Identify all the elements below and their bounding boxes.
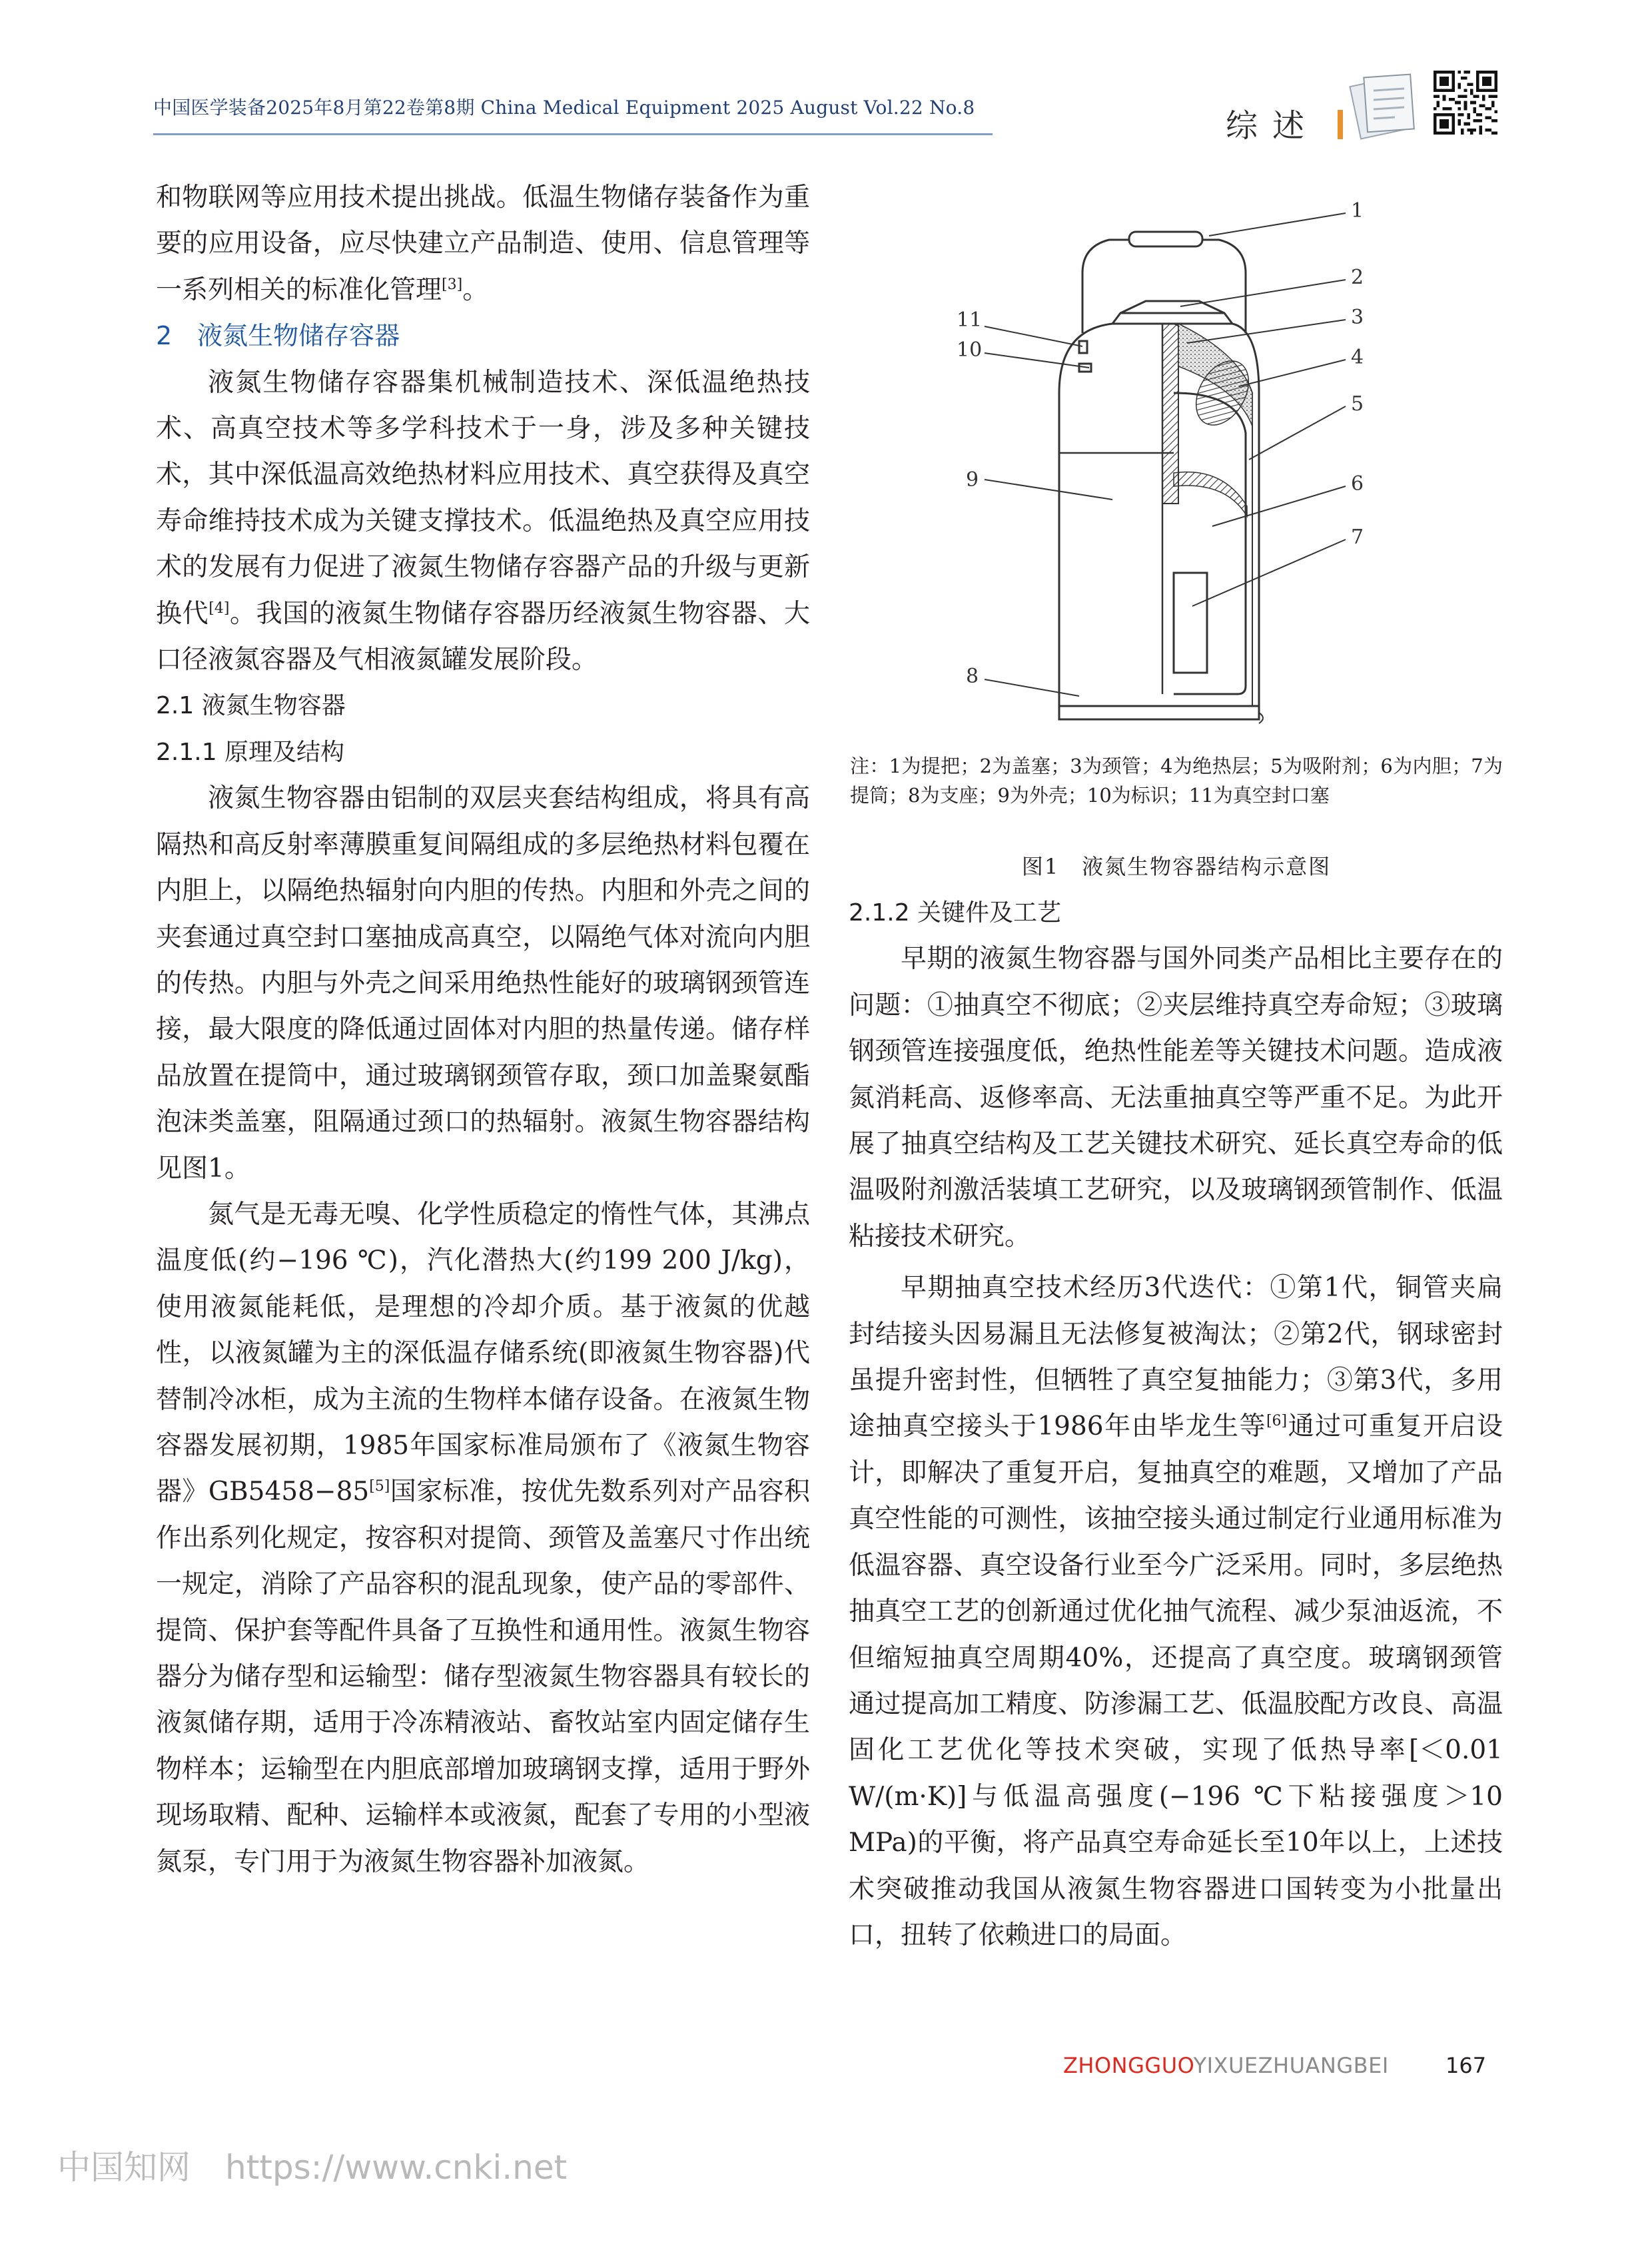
- citation: [5]: [369, 1478, 390, 1495]
- section-accent-bar: [1338, 110, 1343, 139]
- paragraph: 早期抽真空技术经历3代迭代：①第1代，铜管夹扁封结接头因易漏且无法修复被淘汰；②第2代，钢球密封虽提升密封性，但牺牲了真空复抽能力；③第3代，多用途抽真空接头于1986年由毕龙生等[6]通过可重复开启设计，即解决了重复开启，复抽真空的难题，又增加了产品真空性能的可测性，该抽空接头通过制定行业通用标准为低温容器、真空设备行业至今广泛采用。同时，多层绝热抽真空工艺的创新通过优化抽气流程、减少泵油返流，不但缩短抽真空周期40%，还提高了真空度。玻璃钢颈管通过提高加工精度、防渗漏工艺、低温胶配方改良、高温固化工艺优化等技术突破，实现了低热导率[＜0.01 W/(m·K)]与低温高强度(−196 ℃下粘接强度＞10 MPa)的平衡，将产品真空寿命延长至10年以上，上述技术突破推动我国从液氮生物容器进口国转变为小批量出口，扭转了依赖进口的局面。: [849, 1273, 1503, 1950]
- citation: [4]: [208, 599, 230, 617]
- figure-label: 2: [1351, 266, 1364, 289]
- canister: [1174, 573, 1207, 673]
- paragraph: 和物联网等应用技术提出挑战。低温生物储存装备作为重要的应用设备，应尽快建立产品制造、使用、信息管理等一系列相关的标准化管理[3]。: [156, 183, 810, 305]
- figure-title: 图1 液氮生物容器结构示意图: [1021, 854, 1332, 879]
- insulation-band: [1174, 472, 1247, 516]
- right-column: [849, 890, 1503, 1958]
- section-heading: 2 液氮生物储存容器: [156, 321, 400, 351]
- figure-label: 5: [1351, 392, 1364, 416]
- handle-grip: [1129, 232, 1202, 246]
- subsubsection-heading: 2.1.1 原理及结构: [156, 738, 345, 766]
- journal-header: 中国医学装备2025年8月第22卷第8期 China Medical Equipment 2025 August Vol.22 No.8: [153, 97, 975, 119]
- base: [1059, 699, 1259, 719]
- page-number: 167: [1446, 2053, 1487, 2078]
- figure-label: 7: [1351, 526, 1364, 549]
- paragraph: 氮气是无毒无嗅、化学性质稳定的惰性气体，其沸点温度低(约−196 ℃)，汽化潜热大(约199 200 J/kg)，使用液氮能耗低，是理想的冷却介质。基于液氮的优越性，以液氮罐为主的深低温存储系统(即液氮生物容器)代替制冷冰柜，成为主流的生物样本储存设备。在液氮生物容器发展初期，1985年国家标准局颁布了《液氮生物容器》GB5458−85[5]国家标准，按优先数系列对产品容积作出系列化规定，按容积对提筒、颈管及盖塞尺寸作出统一规定，消除了产品容积的混乱现象，使产品的零部件、提筒、保护套等配件具备了互换性和通用性。液氮生物容器分为储存型和运输型：储存型液氮生物容器具有较长的液氮储存期，适用于冷冻精液站、畜牧站室内固定储存生物样本；运输型在内胆底部增加玻璃钢支撑，适用于野外现场取精、配种、运输样本或液氮，配套了专用的小型液氮泵，专门用于为液氮生物容器补加液氮。: [156, 1199, 810, 1877]
- figure-label: 3: [1351, 306, 1364, 329]
- qr-code: [1434, 71, 1497, 135]
- citation: [3]: [442, 276, 463, 293]
- documents-icon: [1348, 68, 1428, 141]
- subsection-heading: 2.1 液氮生物容器: [156, 692, 346, 720]
- dewar-structure-figure: [946, 193, 1372, 726]
- figure-label: 9: [966, 468, 979, 492]
- citation: [6]: [1266, 1413, 1288, 1430]
- figure-label: 10: [957, 338, 983, 362]
- subsubsection-heading: 2.1.2 关键件及工艺: [849, 899, 1062, 927]
- figure-label: 4: [1351, 346, 1364, 369]
- figure-label: 8: [966, 665, 979, 688]
- paragraph: 液氮生物储存容器集机械制造技术、深低温绝热技术、高真空技术等多学科技术于一身，涉及多种关键技术，其中深低温高效绝热材料应用技术、真空获得及真空寿命维持技术成为关键支撑技术。低温绝热及真空应用技术的发展有力促进了液氮生物储存容器产品的升级与更新换代[4]。我国的液氮生物储存容器历经液氮生物容器、大口径液氮容器及气相液氮罐发展阶段。: [156, 367, 810, 675]
- figure-label: 11: [957, 308, 983, 332]
- journal-footer-brand: ZHONGGUOYIXUEZHUANGBEI: [1063, 2053, 1389, 2078]
- section-label: 综述: [1226, 107, 1320, 145]
- figure-label: 1: [1351, 199, 1364, 222]
- cnki-watermark: 中国知网 https://www.cnki.net: [57, 2148, 568, 2187]
- figure-label: 6: [1351, 472, 1364, 496]
- left-column: [156, 175, 810, 1885]
- paragraph: 早期的液氮生物容器与国外同类产品相比主要存在的问题：①抽真空不彻底；②夹层维持真空寿命短；③玻璃钢颈管连接强度低，绝热性能差等关键技术问题。造成液氮消耗高、返修率高、无法重抽真空等严重不足。为此开展了抽真空结构及工艺关键技术研究、延长真空寿命的低温吸附剂激活装填工艺研究，以及玻璃钢颈管制作、低温粘接技术研究。: [849, 944, 1503, 1252]
- header-divider: [153, 133, 993, 135]
- paragraph: 液氮生物容器由铝制的双层夹套结构组成，将具有高隔热和高反射率薄膜重复间隔组成的多层绝热材料包覆在内胆上，以隔绝热辐射向内胆的传热。内胆和外壳之间的夹套通过真空封口塞抽成高真空，以隔绝气体对流向内胆的传热。内胆与外壳之间采用绝热性能好的玻璃钢颈管连接，最大限度的降低通过固体对内胆的热量传递。储存样品放置在提筒中，通过玻璃钢颈管存取，颈口加盖聚氨酯泡沫类盖塞，阻隔通过颈口的热辐射。液氮生物容器结构见图1。: [156, 783, 810, 1184]
- figure-note: 注：1为提把；2为盖塞；3为颈管；4为绝热层；5为吸附剂；6为内胆；7为提筒；8为支座；9为外壳；10为标识；11为真空封口塞: [850, 755, 1503, 807]
